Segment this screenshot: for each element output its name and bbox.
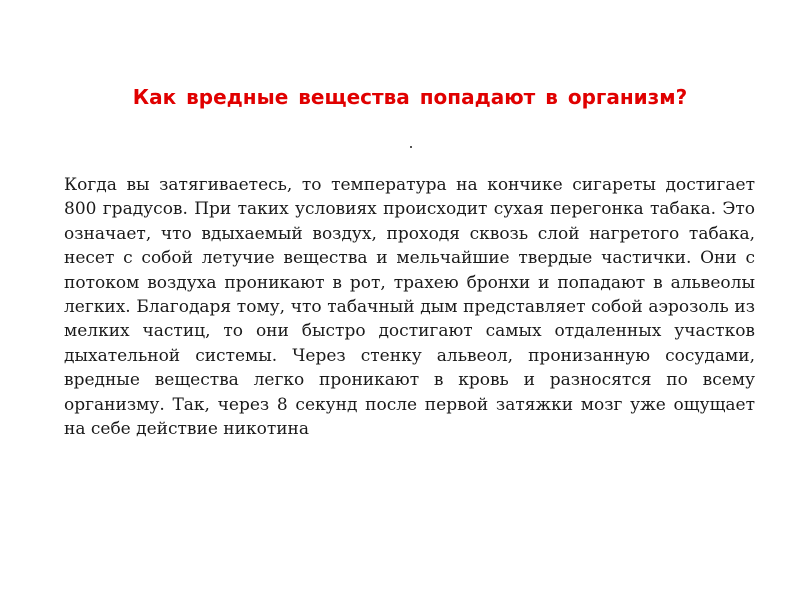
slide-body-text: Когда вы затягиваетесь, то температура на кончике сигареты достигает 800 градусов. При таких условиях происходит сухая перегонка табака. Это означает, что вдыхаемый воздух, проходя сквозь слой нагретого табака, несет с собой летучие вещества и мельчайшие твердые частички. Они с потоком воздуха проникают в рот, трахею бронхи и попадают в альвеолы легких. Благодаря тому, что табачный дым представляет собой аэрозоль из мелких частиц, то они быстро достигают самых отдаленных участков дыхательной системы. Через стенку альвеол, пронизанную сосудами, вредные вещества легко проникают в кровь и разносятся по всему организму. Так, через 8 секунд после первой затяжки мозг уже ощущает на себе действие никотина (64, 175, 755, 440)
slide-title: Как вредные вещества попадают в организм? (132, 85, 688, 109)
decorative-dot (410, 146, 412, 148)
